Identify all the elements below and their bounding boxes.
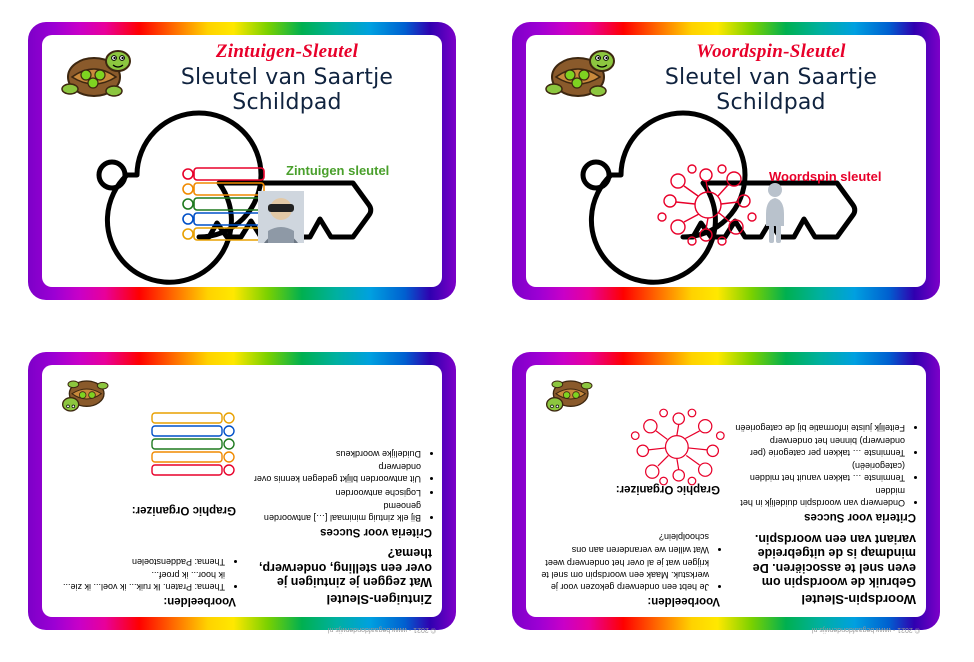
turtle-icon (544, 377, 596, 417)
word-web-organizer-icon (622, 409, 726, 485)
back-right-column (54, 502, 236, 607)
list-item: • Thema: Praten. Ik ruik... ik voel... ik zie... ik hoor... ik proef... (54, 569, 225, 593)
turtle-icon (60, 377, 112, 417)
card-zintuigen-front (28, 22, 456, 300)
card-woordspin-front (512, 22, 940, 300)
back-question: Wat zeggen je zintuigen je over een stelling, onderwerp, thema? (259, 546, 432, 589)
criteria-heading: Criteria voor Succes (320, 525, 432, 538)
back-heading: Woordspin-Sleutel (801, 592, 916, 607)
card-inner (42, 35, 442, 287)
list-item: • Logische antwoorden (250, 486, 421, 498)
card-subtitle: Zintuigen-Sleutel (215, 41, 359, 62)
list-item: • Bij elk zintuig minimaal […] antwoorden genoemd (250, 500, 421, 524)
card-back-rotated (526, 365, 926, 617)
back-right-column (538, 481, 720, 607)
card-woordspin-back (512, 352, 940, 633)
list-item: • Je hebt een onderwerp gekozen voor je werkstuk. Maak een woordspin om snel te krijgen wat je al over het onderwerp weet (538, 557, 709, 593)
list-item: • Thema: Paddenstoelen (54, 556, 225, 568)
copyright-text: © 2021 - www.begaafdonderwijs.nl (812, 626, 920, 633)
card-inner (526, 35, 926, 287)
examples-list (54, 556, 236, 593)
list-item: • Feitelijk juiste informatie bij de categorieën (734, 422, 905, 434)
card-subtitle: Woordspin-Sleutel (696, 41, 846, 62)
card-back-content (526, 365, 926, 617)
organizer-heading: Graphic Organizer: (131, 503, 236, 516)
list-item: • Tenminste … takken per categorie (per onderwerp) binnen het onderwerp (734, 435, 905, 459)
back-heading: Zintuigen-Sleutel (326, 592, 432, 607)
senses-rows-icon (182, 165, 268, 249)
person-figure-icon (758, 181, 792, 243)
criteria-list (250, 448, 432, 524)
turtle-icon (540, 43, 618, 101)
senses-rows-organizer-icon (144, 405, 236, 477)
examples-heading: Voorbeelden: (647, 595, 720, 607)
card-inner (526, 365, 926, 633)
card-zintuigen-back (28, 352, 456, 633)
list-item: • Duidelijke woordkeus (250, 448, 421, 460)
senses-photo-icon (258, 191, 304, 243)
organizer-heading: Graphic Organizer: (615, 483, 720, 496)
key-label: Zintuigen sleutel (286, 163, 390, 178)
card-title: Sleutel van Saartje Schildpad (180, 65, 394, 115)
examples-heading: Voorbeelden: (163, 595, 236, 607)
criteria-heading: Criteria voor Succes (804, 511, 916, 524)
turtle-icon (56, 43, 134, 101)
list-item: • Onderwerp van woordspin duidelijk in het midden (734, 485, 905, 509)
card-back-content (42, 365, 442, 617)
back-left-column (250, 444, 432, 607)
card-title: Sleutel van Saartje Schildpad (664, 65, 878, 115)
examples-list (538, 531, 720, 593)
back-left-column (734, 418, 916, 607)
list-item: • Uit antwoorden blijkt gedegen kennis over onderwerp (250, 461, 421, 485)
word-web-icon (656, 165, 766, 245)
list-item: • Wat willen we veranderen aan ons schoolplein? (538, 531, 709, 555)
card-inner (42, 365, 442, 633)
key-label: Woordspin sleutel (769, 169, 882, 184)
criteria-list (734, 422, 916, 510)
list-item: • Tenminste … takken vanuit het midden (categorieën) (734, 460, 905, 484)
card-back-rotated (42, 365, 442, 617)
copyright-text: © 2021 - www.begaafdonderwijs.nl (328, 626, 436, 633)
back-question: Gebruik de woordspin om even snel te associëren. De mindmap is de uitgebreide variant van een woordspin. (752, 531, 916, 589)
